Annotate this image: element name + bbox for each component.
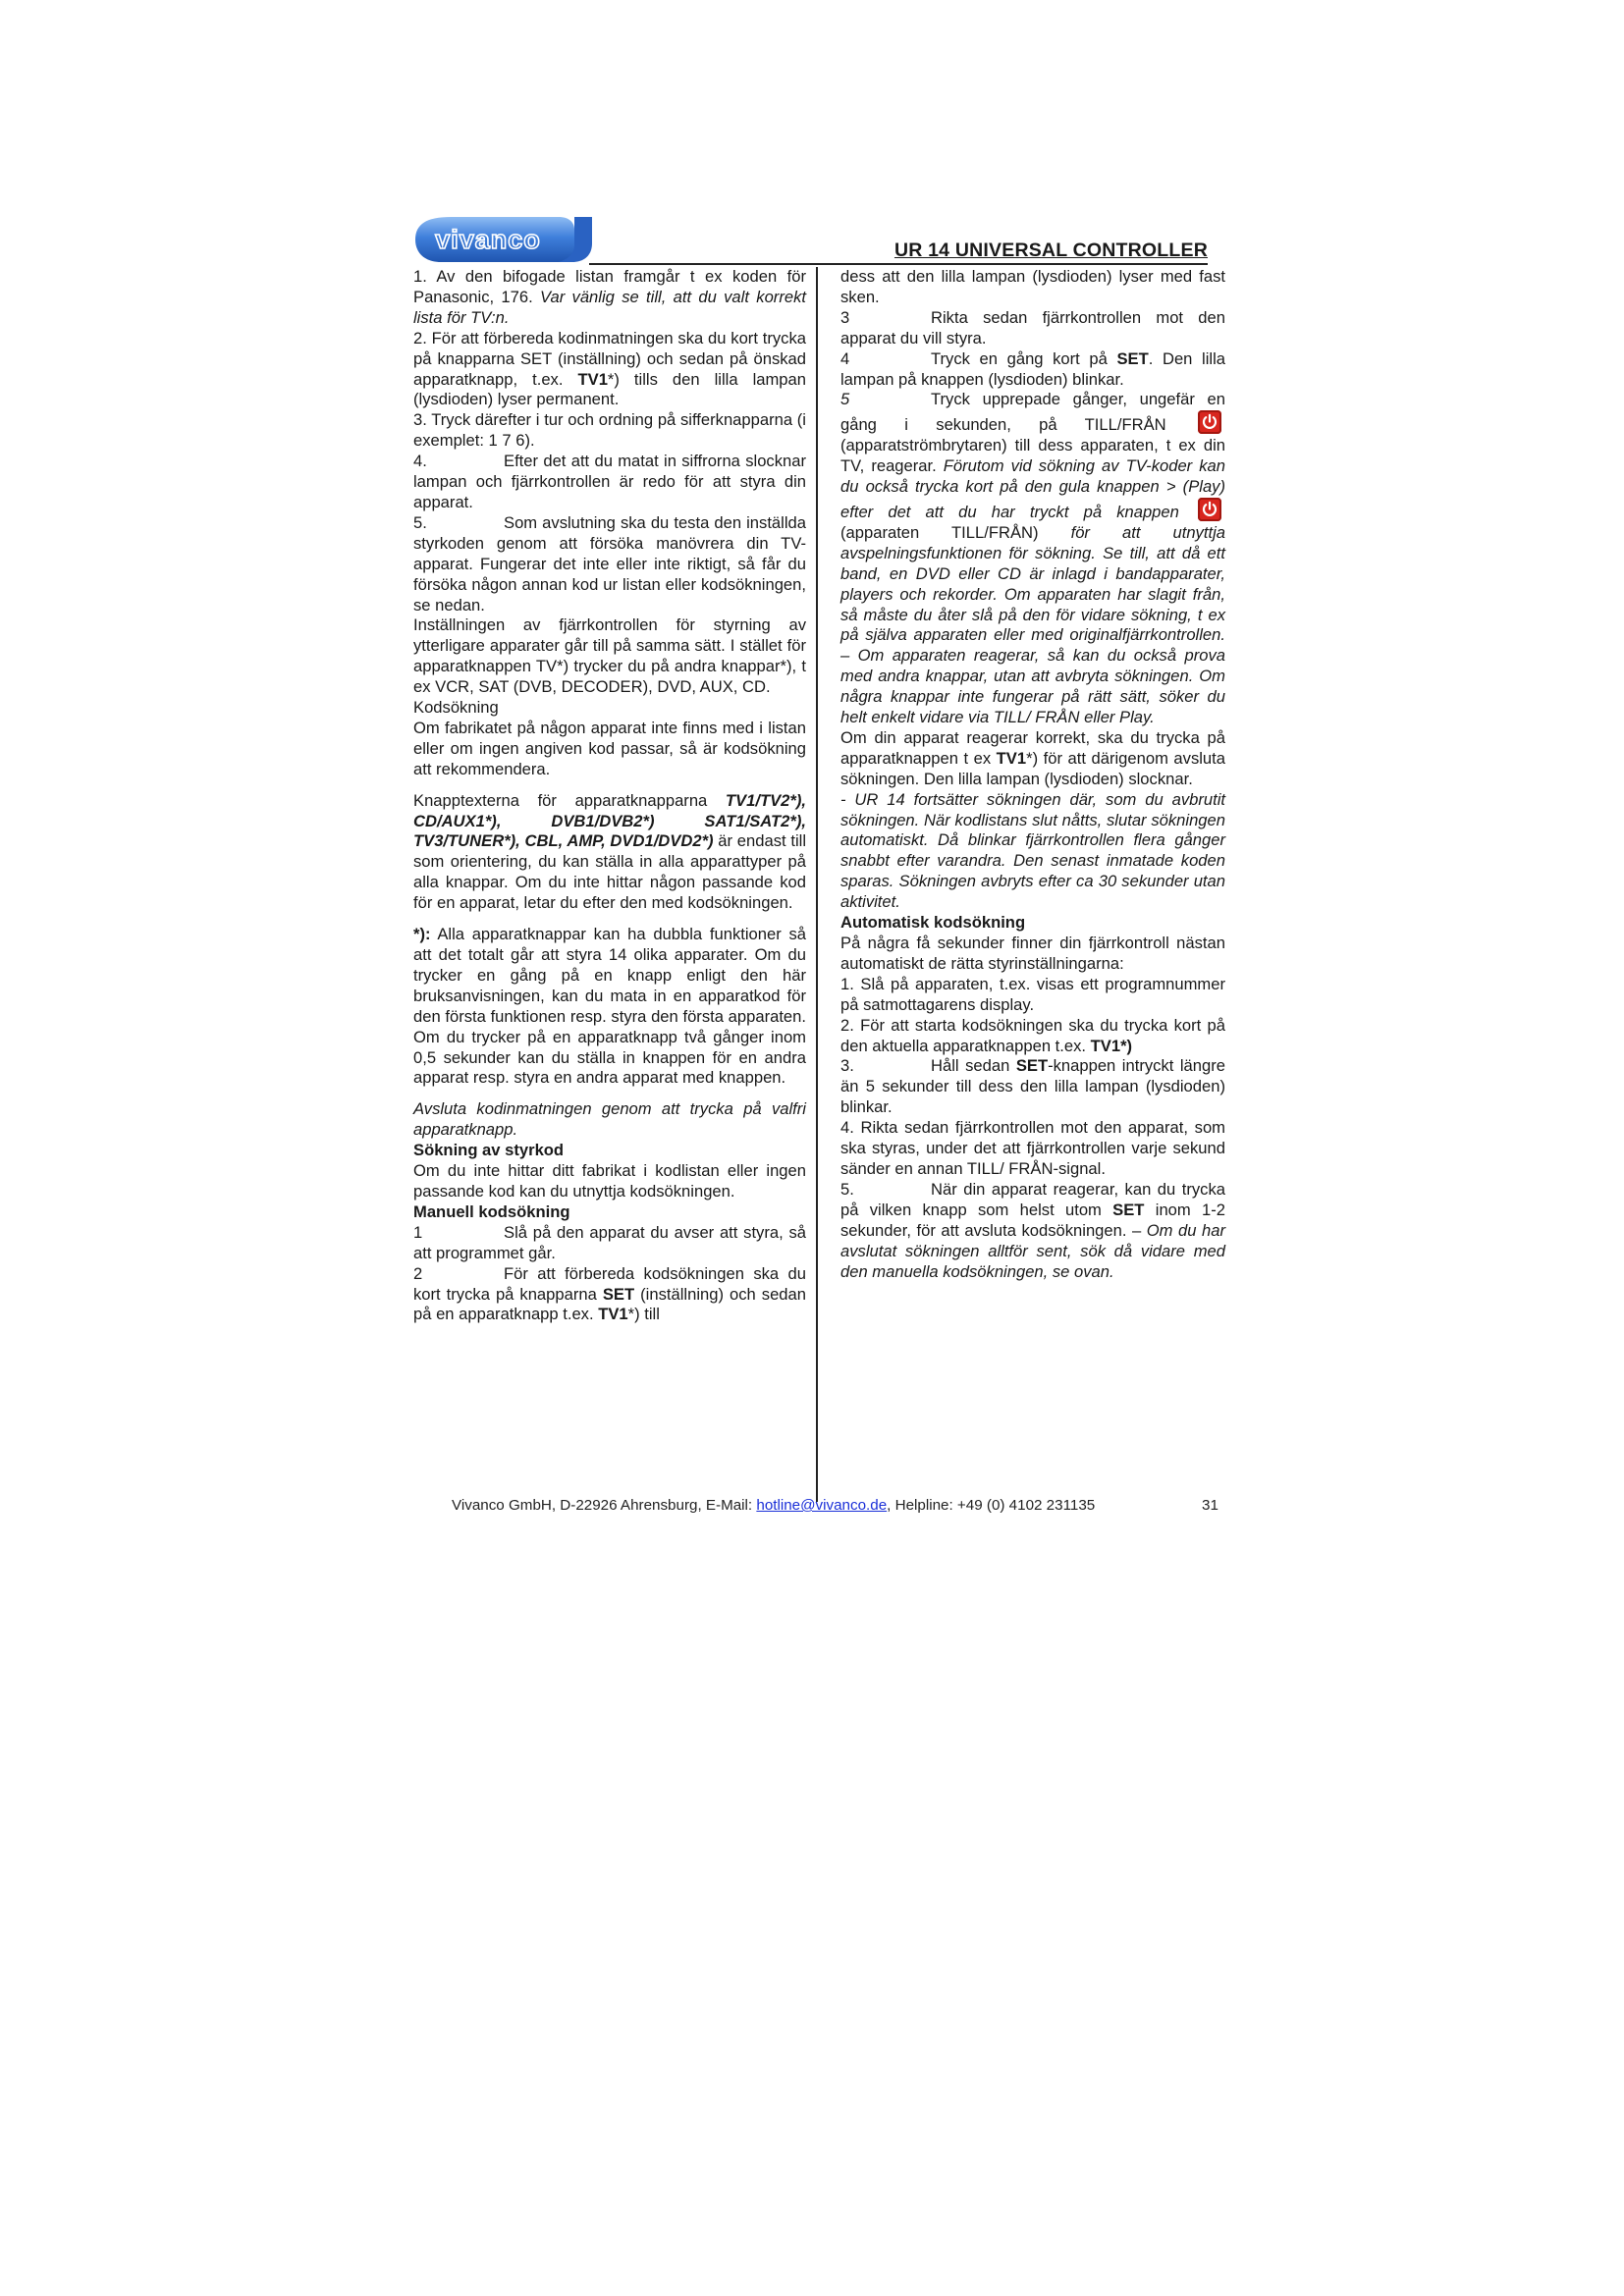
auto-step-5: 5. När din apparat reagerar, kan du trycka på vilken knapp som helst utom SET inom 1-2 sekunder, för att avsluta kodsökningen. – Om du har avslutat sökningen alltför sent, sök då vidare med den manuella kodsökningen, se ovan.: [840, 1179, 1225, 1281]
code-search-label: Kodsökning: [413, 698, 499, 718]
page-number: 31: [1202, 1497, 1218, 1514]
auto-step-1: 1. Slå på apparaten, t.ex. visas ett programnummer på satmottagarens display.: [840, 974, 1225, 1014]
email-link[interactable]: hotline@vivanco.de: [756, 1497, 888, 1514]
heading-code-search: Sökning av styrkod: [413, 1141, 565, 1160]
auto-step-2: 2. För att starta kodsökningen ska du trycka kort på den aktuella apparatknappen t.ex. TV1*): [840, 1015, 1225, 1055]
button-labels-paragraph: Knapptexterna för apparatknapparna TV1/TV2*), CD/AUX1*), DVB1/DVB2*) SAT1/SAT2*), TV3/TUNER*), CBL, AMP, DVD1/DVD2*) är endast till som orientering, du kan ställa in alla apparattyper på alla knappar. Om du inte hittar någon passande kod för en apparat, letar du efter den med kodsökningen.: [413, 790, 807, 913]
manual-step-2: 2 För att förbereda kodsökningen ska du kort trycka på knapparna SET (inställning) och sedan på en apparatknapp t.ex. TV1*) till: [413, 1263, 806, 1324]
svg-text:vivanco: vivanco: [435, 225, 541, 254]
column-divider: [816, 267, 818, 1502]
power-icon: [1198, 410, 1221, 434]
footer: Vivanco GmbH, D-22926 Ahrensburg, E-Mail: hotline@vivanco.de, Helpline: +49 (0) 4102 231135: [452, 1497, 1096, 1514]
additional-devices: Inställningen av fjärrkontrollen för styrning av ytterligare apparater går till på samma sätt. I stället för apparatknappen TV*) trycker du på andra knappar*), t ex VCR, SAT (DVB, DECODER), DVD, AUX, CD.: [413, 615, 806, 697]
code-search-paragraph: Om du inte hittar ditt fabrikat i kodlistan eller ingen passande kod kan du utnyttja kodsökningen.: [413, 1161, 806, 1201]
manual-step-2-cont: dess att den lilla lampan (lysdioden) lyser med fast sken.: [840, 267, 1225, 306]
step-3: 3. Tryck därefter i tur och ordning på sifferknapparna (i exemplet: 1 7 6).: [413, 410, 806, 451]
heading-auto-search: Automatisk kodsökning: [840, 913, 1026, 933]
step-5: 5. Som avslutning ska du testa den inställda styrkoden genom att försöka manövrera din TV-apparat. Fungerar det inte eller inte riktigt, så får du försöka någon annan kod ur listan eller kodsökningen, se nedan.: [413, 512, 806, 614]
finish-code-entry: Avsluta kodinmatningen genom att trycka på valfri apparatknapp.: [413, 1099, 806, 1140]
manual-step-5: 5 Tryck upprepade gånger, ungefär en gång i sekunden, på TILL/FRÅN (apparatströmbrytaren) till dess apparaten, t ex din TV, reagerar. Förutom vid sökning av TV-koder kan du också trycka kort på den gula knappen > (Play) efter det att du har tryckt på knappen (apparaten TILL/FRÅN) för att utnyttja avspelningsfunktionen för sökning. Se till, att då ett band, en DVD eller CD är inlagd i bandapparater, players och rekorder. Om apparaten har slagit från, så måste du åter slå på den för vidare sökning, t ex på själva apparaten eller med originalfjärrkontrollen. – Om apparaten reagerar, så kan du också prova med andra knappar, utan att avbryta sökningen. Om några knappar inte fungerar på rätt sätt, söker du helt enkelt vidare via TILL/ FRÅN eller Play.: [840, 390, 1225, 727]
step-2: 2. För att förbereda kodinmatningen ska du kort trycka på knapparna SET (inställning) och sedan på önskad apparatknapp, t.ex. TV1*) tills den lilla lampan (lysdioden) lyser permanent.: [413, 328, 806, 409]
manual-step-3: 3 Rikta sedan fjärrkontrollen mot den apparat du vill styra.: [840, 307, 1225, 347]
manual-step-4: 4 Tryck en gång kort på SET. Den lilla lampan på knappen (lysdioden) blinkar.: [840, 348, 1225, 389]
auto-search-intro: På några få sekunder finner din fjärrkontroll nästan automatiskt de rätta styrinställningarna:: [840, 934, 1225, 973]
power-icon: [1198, 498, 1221, 521]
auto-step-4: 4. Rikta sedan fjärrkontrollen mot den apparat, som ska styras, under det att fjärrkontrollen varje sekund sänder en annan TILL/ FRÅN-signal.: [840, 1118, 1225, 1178]
step-1: 1. Av den bifogade listan framgår t ex koden för Panasonic, 176. Var vänlig se till, att du valt korrekt lista för TV:n.: [413, 267, 806, 327]
document-title: UR 14 UNIVERSAL CONTROLLER: [893, 240, 1208, 261]
correct-response-paragraph: Om din apparat reagerar korrekt, ska du trycka på apparatknappen t ex TV1*) för att därigenom avsluta sökningen. Den lilla lampan (lysdioden) slocknar.: [840, 727, 1225, 788]
right-column: [840, 267, 1225, 1282]
code-search-intro: Om fabrikatet på någon apparat inte finns med i listan eller om ingen angiven kod passar, så är kodsökning att rekommendera.: [413, 718, 806, 778]
step-4: 4. Efter det att du matat in siffrorna slocknar lampan och fjärrkontrollen är redo för att styra din apparat.: [413, 452, 806, 511]
dual-function-paragraph: *): Alla apparatknappar kan ha dubbla funktioner så att det totalt går att styra 14 olika apparater. Om du trycker en gång på en knapp enligt den här bruksanvisningen, kan du mata in en apparatkod för den första funktionen resp. styra den första apparaten. Om du trycker på en apparatknapp två gånger inom 0,5 sekunder kan du ställa in knappen för en andra apparat resp. styra en andra apparat med knappen.: [413, 925, 806, 1088]
header-rule: [589, 263, 1208, 265]
vivanco-logo: [411, 214, 594, 265]
continue-search-note: - UR 14 fortsätter sökningen där, som du avbrutit sökningen. När kodlistans slut nåtts, slutar sökningen automatiskt. Då blinkar fjärrkontrollen flera gånger snabbt efter varandra. Den senast inmatade koden sparas. Sökningen avbryts efter ca 30 sekunder utan aktivitet.: [840, 789, 1225, 912]
heading-manual-search: Manuell kodsökning: [413, 1201, 570, 1221]
auto-step-3: 3. Håll sedan SET-knappen intryckt längre än 5 sekunder till dess den lilla lampan (lysdioden) blinkar.: [840, 1056, 1225, 1117]
manual-step-1: 1 Slå på den apparat du avser att styra, så att programmet går.: [413, 1222, 806, 1262]
left-column: [413, 267, 806, 1325]
